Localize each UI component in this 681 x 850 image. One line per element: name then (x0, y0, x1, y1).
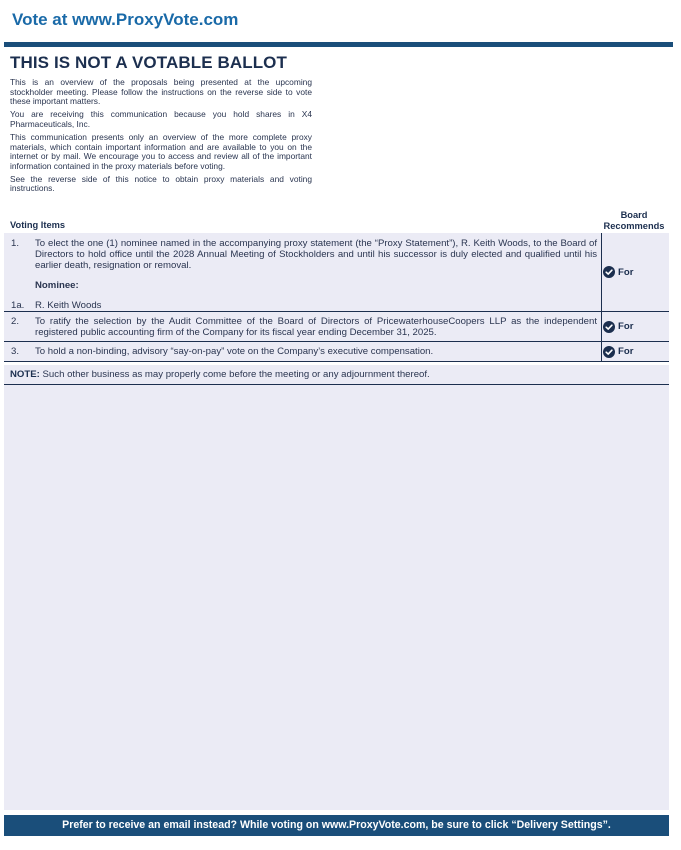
recommendation-label: For (618, 346, 634, 357)
intro-text (10, 78, 312, 198)
note-label: NOTE: (10, 369, 40, 380)
nominee-label: Nominee: (35, 280, 79, 291)
intro-paragraph: See the reverse side of this notice to obtain proxy materials and voting instructions. (10, 173, 312, 194)
board-recommendation (603, 342, 669, 361)
top-divider (4, 42, 673, 47)
board-recommendation (603, 312, 669, 341)
check-circle-icon (603, 321, 615, 333)
voting-items-heading: Voting Items (10, 220, 66, 230)
sub-item-number: 1a. (11, 300, 25, 311)
note-row (4, 365, 669, 385)
voting-item-row (4, 342, 669, 362)
voting-item-row (4, 312, 669, 342)
header-title: Vote at www.ProxyVote.com (12, 10, 239, 29)
check-circle-icon (603, 266, 615, 278)
item-number: 3. (11, 346, 20, 357)
recommendation-label: For (618, 321, 634, 332)
intro-paragraph: This communication presents only an overview of the more complete proxy materials, which contain important information and are available to you on the internet or by mail. We encourage you to access and review all of the important information contained in the proxy materials before voting. (10, 131, 312, 171)
item-number: 1. (11, 238, 20, 249)
check-circle-icon (603, 346, 615, 358)
footer-banner: Prefer to receive an email instead? While voting on www.ProxyVote.com, be sure to click “Delivery Settings”. (4, 815, 669, 836)
item-number: 2. (11, 316, 20, 327)
nominee-name: R. Keith Woods (35, 300, 102, 311)
board-recommendation (603, 233, 669, 311)
item-text: To hold a non-binding, advisory “say-on-pay” vote on the Company’s executive compensation. (35, 346, 434, 357)
intro-paragraph: You are receiving this communication because you hold shares in X4 Pharmaceuticals, Inc. (10, 109, 312, 129)
recommendation-label: For (618, 266, 634, 278)
item-text: To ratify the selection by the Audit Committee of the Board of Directors of PricewaterhouseCoopers LLP as the independent registered public accounting firm of the Company for its fiscal year ending December 31, 2025. (35, 316, 597, 338)
item-text: To elect the one (1) nominee named in the accompanying proxy statement (the “Proxy Statement”), R. Keith Woods, to the Board of Directors to hold office until the 2028 Annual Meeting of Stockholders and until his successor is duly elected and qualified until his earlier death, resignation or removal. (35, 238, 597, 271)
board-recommends-heading: Board Recommends (603, 210, 665, 231)
intro-paragraph: This is an overview of the proposals being presented at the upcoming stockholder meeting. Please follow the instructions on the reverse side to vote these important matters. (10, 77, 312, 107)
voting-item-row (4, 233, 669, 312)
voting-items-table (4, 233, 669, 362)
blank-panel (4, 385, 669, 810)
page-title: THIS IS NOT A VOTABLE BALLOT (10, 53, 287, 72)
note-text: Such other business as may properly come before the meeting or any adjournment thereof. (42, 369, 430, 380)
